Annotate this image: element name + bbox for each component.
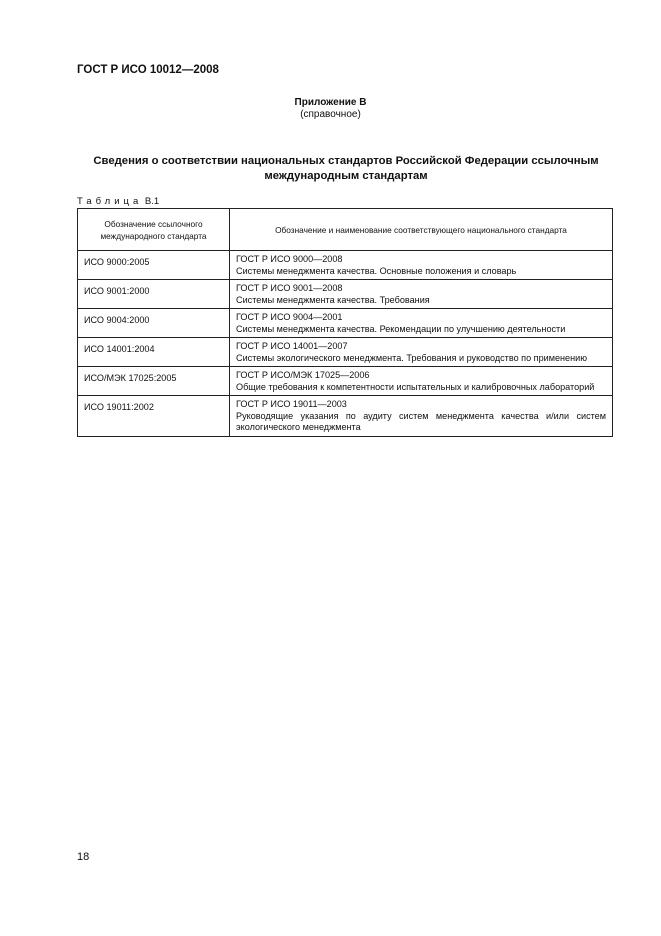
national-standard-code: ГОСТ Р ИСО 9001—2008 [236, 283, 343, 293]
international-standard-cell: ИСО 9004:2000 [78, 309, 230, 338]
national-standard-cell [230, 280, 613, 309]
page-number: 18 [77, 851, 90, 863]
column-header-international: Обозначение ссылочного международного стандарта [78, 209, 230, 251]
national-standard-cell [230, 396, 613, 437]
table-caption [77, 196, 159, 207]
national-standard-name: Системы экологического менеджмента. Требования и руководство по применению [236, 352, 588, 363]
national-standard-cell [230, 309, 613, 338]
annex-heading [0, 97, 661, 121]
national-standard-name: Системы менеджмента качества. Рекомендации по улучшению деятельности [236, 323, 566, 334]
standards-table [77, 208, 613, 437]
international-standard-cell: ИСО 9000:2005 [78, 251, 230, 280]
section-title: Сведения о соответствии национальных стандартов Российской Федерации ссылочным международным стандартам [93, 155, 599, 182]
national-standard-name: Общие требования к компетентности испытательных и калибровочных лабораторий [236, 381, 595, 392]
table-caption-number: В.1 [144, 196, 160, 207]
international-standard-cell: ИСО 9001:2000 [78, 280, 230, 309]
annex-title: Приложение В [294, 97, 367, 108]
international-standard-cell: ИСО 14001:2004 [78, 338, 230, 367]
international-standard-cell: ИСО/МЭК 17025:2005 [78, 367, 230, 396]
national-standard-code: ГОСТ Р ИСО 14001—2007 [236, 341, 348, 351]
national-standard-code: ГОСТ Р ИСО 9000—2008 [236, 254, 343, 264]
table-header-row [78, 209, 613, 251]
table-row [78, 309, 613, 338]
table-row [78, 396, 613, 437]
table-row [78, 367, 613, 396]
national-standard-name: Руководящие указания по аудиту систем менеджмента качества и/или систем экологического менеджмента [236, 410, 606, 432]
document-header: ГОСТ Р ИСО 10012—2008 [77, 64, 219, 76]
table-row [78, 251, 613, 280]
national-standard-code: ГОСТ Р ИСО/МЭК 17025—2006 [236, 370, 370, 380]
table-row [78, 338, 613, 367]
national-standard-cell [230, 338, 613, 367]
national-standard-code: ГОСТ Р ИСО 19011—2003 [236, 399, 347, 409]
international-standard-cell: ИСО 19011:2002 [78, 396, 230, 437]
national-standard-cell [230, 251, 613, 280]
annex-subtitle: (справочное) [300, 109, 361, 120]
national-standard-name: Системы менеджмента качества. Требования [236, 294, 430, 305]
national-standard-cell [230, 367, 613, 396]
table-row [78, 280, 613, 309]
column-header-national: Обозначение и наименование соответствующего национального стандарта [230, 209, 613, 251]
table-caption-word: Таблица [77, 196, 143, 207]
national-standard-code: ГОСТ Р ИСО 9004—2001 [236, 312, 343, 322]
national-standard-name: Системы менеджмента качества. Основные положения и словарь [236, 265, 517, 276]
